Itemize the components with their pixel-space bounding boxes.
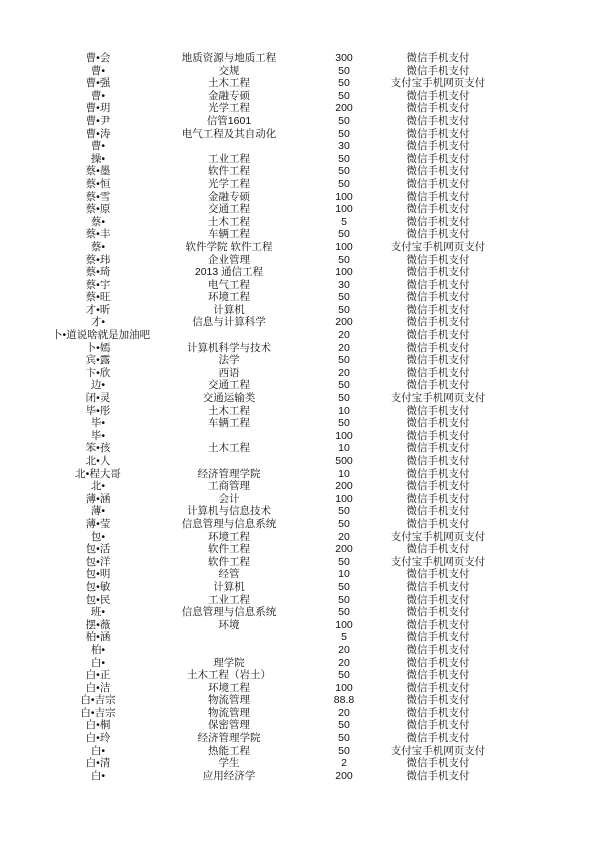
major-cell: 土木工程（岩土） xyxy=(187,669,271,682)
payment-method-cell: 微信手机支付 xyxy=(406,89,470,102)
amount-cell: 50 xyxy=(338,732,350,745)
payment-method-cell: 微信手机支付 xyxy=(406,52,470,64)
payment-method-cell: 微信手机支付 xyxy=(406,580,470,593)
table-row xyxy=(0,102,600,115)
table-row xyxy=(0,379,600,392)
payment-method-cell: 微信手机支付 xyxy=(406,102,470,115)
donor-name-cell: 曹•玥 xyxy=(85,102,111,115)
donor-name-cell: 蔡•恒 xyxy=(85,177,111,190)
table-row xyxy=(0,266,600,279)
amount-cell: 50 xyxy=(338,593,350,606)
amount-cell: 50 xyxy=(338,379,350,392)
major-cell: 应用经济学 xyxy=(202,769,256,782)
donor-name-cell: 白• xyxy=(90,656,106,669)
donor-name-cell: 蔡•墨 xyxy=(85,165,111,178)
payment-method-cell: 微信手机支付 xyxy=(406,694,470,707)
donor-name-cell: 柏• xyxy=(90,643,106,656)
major-cell: 经济管理学院 xyxy=(197,732,261,745)
payment-method-cell: 微信手机支付 xyxy=(406,467,470,480)
payment-method-cell: 微信手机支付 xyxy=(406,404,470,417)
major-cell: 交通运输类 xyxy=(202,392,256,405)
donor-name-cell: 白• xyxy=(90,769,106,782)
major-cell: 信息管理与信息系统 xyxy=(181,517,277,530)
payment-method-cell: 微信手机支付 xyxy=(406,177,470,190)
major-cell: 交通工程 xyxy=(208,203,250,216)
amount-cell: 200 xyxy=(335,316,353,329)
donor-name-cell: 白•洁 xyxy=(85,681,111,694)
major-cell: 信息管理与信息系统 xyxy=(181,606,277,619)
major-cell: 软件工程 xyxy=(208,543,250,556)
payment-method-cell: 微信手机支付 xyxy=(406,152,470,165)
payment-method-cell: 微信手机支付 xyxy=(406,517,470,530)
payment-method-cell: 微信手机支付 xyxy=(406,165,470,178)
amount-cell: 10 xyxy=(338,404,350,417)
table-row xyxy=(0,631,600,644)
payment-method-cell: 微信手机支付 xyxy=(406,341,470,354)
donor-name-cell: 曹• xyxy=(90,64,106,77)
donor-name-cell: 蔡•原 xyxy=(85,203,111,216)
amount-cell: 100 xyxy=(335,266,353,279)
donor-name-cell: 柏•涵 xyxy=(85,631,111,644)
amount-cell: 20 xyxy=(338,706,350,719)
donor-name-cell: 包•民 xyxy=(85,593,111,606)
donor-name-cell: 白•正 xyxy=(85,669,111,682)
payment-method-cell: 微信手机支付 xyxy=(406,480,470,493)
payment-method-cell: 微信手机支付 xyxy=(406,329,470,342)
payment-method-cell: 微信手机支付 xyxy=(406,114,470,127)
donor-name-cell: 白•桐 xyxy=(85,719,111,732)
donor-name-cell: 才• xyxy=(90,316,106,329)
amount-cell: 100 xyxy=(335,203,353,216)
major-cell: 土木工程 xyxy=(208,77,250,90)
major-cell: 计算机与信息技术 xyxy=(187,505,271,518)
amount-cell: 100 xyxy=(335,681,353,694)
major-cell: 土木工程 xyxy=(208,442,250,455)
table-row xyxy=(0,241,600,254)
major-cell: 车辆工程 xyxy=(208,228,250,241)
payment-method-cell: 微信手机支付 xyxy=(406,455,470,467)
table-row xyxy=(0,65,600,78)
major-cell: 会计 xyxy=(218,492,240,505)
amount-cell: 30 xyxy=(338,278,350,291)
table-row xyxy=(0,732,600,745)
amount-cell: 50 xyxy=(338,744,350,757)
amount-cell: 300 xyxy=(335,52,353,64)
amount-cell: 50 xyxy=(338,77,350,90)
donor-name-cell: 包•明 xyxy=(85,568,111,581)
table-row xyxy=(0,468,600,481)
table-row xyxy=(0,568,600,581)
payment-method-cell: 微信手机支付 xyxy=(406,429,470,442)
donor-name-cell: 蔡• xyxy=(90,215,106,228)
table-row xyxy=(0,682,600,695)
table-row xyxy=(0,707,600,720)
payment-method-cell: 微信手机支付 xyxy=(406,127,470,140)
amount-cell: 100 xyxy=(335,190,353,203)
major-cell: 土木工程 xyxy=(208,215,250,228)
amount-cell: 20 xyxy=(338,530,350,543)
major-cell: 工商管理 xyxy=(208,480,250,493)
payment-method-cell: 微信手机支付 xyxy=(406,543,470,556)
payment-method-cell: 微信手机支付 xyxy=(406,203,470,216)
table-row xyxy=(0,757,600,770)
amount-cell: 50 xyxy=(338,228,350,241)
payment-method-cell: 微信手机支付 xyxy=(406,643,470,656)
payment-method-cell: 微信手机支付 xyxy=(406,253,470,266)
major-cell: 法学 xyxy=(218,354,240,367)
payment-method-cell: 微信手机支付 xyxy=(406,719,470,732)
donor-name-cell: 曹•尹 xyxy=(85,114,111,127)
amount-cell: 20 xyxy=(338,366,350,379)
major-cell: 工业工程 xyxy=(208,593,250,606)
table-row xyxy=(0,77,600,90)
donor-name-cell: 白•吉宗 xyxy=(80,706,116,719)
payment-method-cell: 微信手机支付 xyxy=(406,492,470,505)
table-row xyxy=(0,52,600,65)
payment-method-cell: 支付宝手机网页支付 xyxy=(390,530,486,543)
major-cell: 计算机科学与技术 xyxy=(187,341,271,354)
amount-cell: 20 xyxy=(338,329,350,342)
payment-method-cell: 微信手机支付 xyxy=(406,190,470,203)
payment-method-cell: 微信手机支付 xyxy=(406,266,470,279)
table-row xyxy=(0,254,600,267)
table-row xyxy=(0,556,600,569)
donor-name-cell: 包• xyxy=(90,530,106,543)
donor-name-cell: 蔡•丰 xyxy=(85,228,111,241)
donor-name-cell: 蔡•旺 xyxy=(85,291,111,304)
major-cell: 信管1601 xyxy=(206,114,252,127)
donor-name-cell: 包•敏 xyxy=(85,580,111,593)
major-cell: 软件工程 xyxy=(208,555,250,568)
major-cell: 计算机 xyxy=(213,580,245,593)
table-row xyxy=(0,518,600,531)
table-row xyxy=(0,531,600,544)
major-cell: 经管 xyxy=(218,568,240,581)
amount-cell: 50 xyxy=(338,152,350,165)
table-row xyxy=(0,719,600,732)
payment-method-cell: 微信手机支付 xyxy=(406,228,470,241)
amount-cell: 100 xyxy=(335,492,353,505)
major-cell: 西语 xyxy=(218,366,240,379)
table-row xyxy=(0,417,600,430)
table-row xyxy=(0,291,600,304)
table-row xyxy=(0,405,600,418)
donor-name-cell: 薄•莹 xyxy=(85,517,111,530)
donor-name-cell: 蔡• xyxy=(90,240,106,253)
table-row xyxy=(0,203,600,216)
amount-cell: 50 xyxy=(338,177,350,190)
donor-name-cell: 宾•露 xyxy=(85,354,111,367)
major-cell: 环境工程 xyxy=(208,681,250,694)
table-row xyxy=(0,279,600,292)
donation-table xyxy=(0,52,600,782)
major-cell: 交规 xyxy=(218,64,240,77)
amount-cell: 200 xyxy=(335,480,353,493)
major-cell: 土木工程 xyxy=(208,404,250,417)
payment-method-cell: 支付宝手机网页支付 xyxy=(390,392,486,405)
table-row xyxy=(0,316,600,329)
amount-cell: 50 xyxy=(338,354,350,367)
major-cell: 软件工程 xyxy=(208,165,250,178)
amount-cell: 100 xyxy=(335,618,353,631)
donor-name-cell: 包•活 xyxy=(85,543,111,556)
amount-cell: 50 xyxy=(338,606,350,619)
major-cell: 交通工程 xyxy=(208,379,250,392)
major-cell: 经济管理学院 xyxy=(197,467,261,480)
amount-cell: 500 xyxy=(335,455,353,467)
donor-name-cell: 北•程大哥 xyxy=(75,467,121,480)
amount-cell: 50 xyxy=(338,505,350,518)
donor-name-cell: 曹• xyxy=(90,89,106,102)
payment-method-cell: 微信手机支付 xyxy=(406,593,470,606)
amount-cell: 50 xyxy=(338,555,350,568)
table-row xyxy=(0,367,600,380)
donor-name-cell: 白•吉宗 xyxy=(80,694,116,707)
payment-method-cell: 微信手机支付 xyxy=(406,140,470,153)
major-cell: 物流管理 xyxy=(208,694,250,707)
payment-method-cell: 微信手机支付 xyxy=(406,417,470,430)
table-row xyxy=(0,216,600,229)
donor-name-cell: 薄• xyxy=(90,505,106,518)
amount-cell: 200 xyxy=(335,769,353,782)
amount-cell: 50 xyxy=(338,392,350,405)
donor-name-cell: 卞•欣 xyxy=(85,366,111,379)
major-cell: 地质资源与地质工程 xyxy=(181,52,277,64)
table-row xyxy=(0,165,600,178)
table-row xyxy=(0,329,600,342)
donor-name-cell: 蔡•琦 xyxy=(85,266,111,279)
amount-cell: 30 xyxy=(338,140,350,153)
table-row xyxy=(0,191,600,204)
amount-cell: 50 xyxy=(338,253,350,266)
table-row xyxy=(0,581,600,594)
table-row xyxy=(0,770,600,783)
table-row xyxy=(0,619,600,632)
donor-name-cell: 操• xyxy=(90,152,106,165)
table-row xyxy=(0,694,600,707)
table-row xyxy=(0,178,600,191)
payment-method-cell: 微信手机支付 xyxy=(406,366,470,379)
table-row xyxy=(0,354,600,367)
donor-name-cell: 蔡•雪 xyxy=(85,190,111,203)
table-row xyxy=(0,455,600,468)
amount-cell: 50 xyxy=(338,114,350,127)
table-row xyxy=(0,644,600,657)
amount-cell: 50 xyxy=(338,669,350,682)
amount-cell: 50 xyxy=(338,580,350,593)
amount-cell: 10 xyxy=(338,442,350,455)
amount-cell: 5 xyxy=(341,215,347,228)
payment-method-cell: 微信手机支付 xyxy=(406,631,470,644)
table-row xyxy=(0,304,600,317)
payment-method-cell: 微信手机支付 xyxy=(406,732,470,745)
major-cell: 保密管理 xyxy=(208,719,250,732)
table-row xyxy=(0,115,600,128)
amount-cell: 50 xyxy=(338,303,350,316)
payment-method-cell: 微信手机支付 xyxy=(406,64,470,77)
payment-method-cell: 微信手机支付 xyxy=(406,656,470,669)
amount-cell: 20 xyxy=(338,341,350,354)
donor-name-cell: 北• xyxy=(90,480,106,493)
table-row xyxy=(0,669,600,682)
donor-name-cell: 曹•涛 xyxy=(85,127,111,140)
table-row xyxy=(0,594,600,607)
major-cell: 车辆工程 xyxy=(208,417,250,430)
amount-cell: 50 xyxy=(338,64,350,77)
amount-cell: 100 xyxy=(335,240,353,253)
donor-name-cell: 毕• xyxy=(90,429,106,442)
table-row xyxy=(0,442,600,455)
payment-method-cell: 支付宝手机网页支付 xyxy=(390,744,486,757)
major-cell: 计算机 xyxy=(213,303,245,316)
major-cell: 软件学院 软件工程 xyxy=(185,240,273,253)
amount-cell: 2 xyxy=(341,757,347,770)
donor-name-cell: 白•玲 xyxy=(85,732,111,745)
major-cell: 企业管理 xyxy=(208,253,250,266)
table-row xyxy=(0,342,600,355)
payment-method-cell: 微信手机支付 xyxy=(406,354,470,367)
payment-method-cell: 微信手机支付 xyxy=(406,505,470,518)
donor-name-cell: 毕• xyxy=(90,417,106,430)
table-row xyxy=(0,480,600,493)
major-cell: 环境工程 xyxy=(208,291,250,304)
major-cell: 金融专硕 xyxy=(208,89,250,102)
donor-name-cell: 曹•强 xyxy=(85,77,111,90)
payment-method-cell: 微信手机支付 xyxy=(406,769,470,782)
table-row xyxy=(0,493,600,506)
major-cell: 工业工程 xyxy=(208,152,250,165)
payment-method-cell: 微信手机支付 xyxy=(406,681,470,694)
table-row xyxy=(0,128,600,141)
payment-method-cell: 微信手机支付 xyxy=(406,669,470,682)
major-cell: 光学工程 xyxy=(208,102,250,115)
donor-name-cell: 边• xyxy=(90,379,106,392)
major-cell: 光学工程 xyxy=(208,177,250,190)
payment-method-cell: 微信手机支付 xyxy=(406,606,470,619)
donor-name-cell: 包•洋 xyxy=(85,555,111,568)
table-row xyxy=(0,153,600,166)
major-cell: 环境 xyxy=(218,618,240,631)
major-cell: 电气工程及其自动化 xyxy=(181,127,277,140)
major-cell: 2013 通信工程 xyxy=(194,266,264,279)
payment-method-cell: 微信手机支付 xyxy=(406,568,470,581)
major-cell: 金融专硕 xyxy=(208,190,250,203)
amount-cell: 200 xyxy=(335,543,353,556)
donor-name-cell: 毕•彤 xyxy=(85,404,111,417)
amount-cell: 20 xyxy=(338,656,350,669)
amount-cell: 10 xyxy=(338,467,350,480)
donor-name-cell: 卜•嫣 xyxy=(85,341,111,354)
table-row xyxy=(0,392,600,405)
donor-name-cell: 摆•薇 xyxy=(85,618,111,631)
payment-method-cell: 微信手机支付 xyxy=(406,215,470,228)
major-cell: 理学院 xyxy=(213,656,245,669)
donor-name-cell: 曹•会 xyxy=(85,52,111,64)
table-row xyxy=(0,430,600,443)
amount-cell: 50 xyxy=(338,89,350,102)
major-cell: 热能工程 xyxy=(208,744,250,757)
amount-cell: 50 xyxy=(338,291,350,304)
donor-name-cell: 卜•道说啥就是加油吧 xyxy=(52,329,151,342)
table-row xyxy=(0,228,600,241)
payment-method-cell: 微信手机支付 xyxy=(406,291,470,304)
table-row xyxy=(0,606,600,619)
payment-method-cell: 微信手机支付 xyxy=(406,618,470,631)
donor-name-cell: 闭•灵 xyxy=(85,392,111,405)
donor-name-cell: 才•昕 xyxy=(85,303,111,316)
major-cell: 环境工程 xyxy=(208,530,250,543)
payment-method-cell: 微信手机支付 xyxy=(406,316,470,329)
amount-cell: 5 xyxy=(341,631,347,644)
amount-cell: 50 xyxy=(338,417,350,430)
payment-method-cell: 支付宝手机网页支付 xyxy=(390,77,486,90)
amount-cell: 88.8 xyxy=(333,694,355,707)
amount-cell: 200 xyxy=(335,102,353,115)
major-cell: 信息与计算科学 xyxy=(192,316,266,329)
donor-name-cell: 曹• xyxy=(90,140,106,153)
payment-method-cell: 微信手机支付 xyxy=(406,278,470,291)
amount-cell: 50 xyxy=(338,127,350,140)
donor-name-cell: 北•人 xyxy=(85,455,111,467)
amount-cell: 50 xyxy=(338,719,350,732)
payment-method-cell: 微信手机支付 xyxy=(406,706,470,719)
table-row xyxy=(0,140,600,153)
donor-name-cell: 蔡•宇 xyxy=(85,278,111,291)
payment-method-cell: 微信手机支付 xyxy=(406,757,470,770)
donor-name-cell: 班• xyxy=(90,606,106,619)
payment-method-cell: 支付宝手机网页支付 xyxy=(390,240,486,253)
major-cell: 物流管理 xyxy=(208,706,250,719)
donor-name-cell: 薄•涵 xyxy=(85,492,111,505)
donor-name-cell: 蔡•玮 xyxy=(85,253,111,266)
donor-name-cell: 白• xyxy=(90,744,106,757)
amount-cell: 50 xyxy=(338,165,350,178)
table-row xyxy=(0,543,600,556)
payment-method-cell: 支付宝手机网页支付 xyxy=(390,555,486,568)
major-cell: 学生 xyxy=(218,757,240,770)
table-row xyxy=(0,745,600,758)
amount-cell: 100 xyxy=(335,429,353,442)
amount-cell: 20 xyxy=(338,643,350,656)
table-row xyxy=(0,657,600,670)
payment-method-cell: 微信手机支付 xyxy=(406,442,470,455)
amount-cell: 50 xyxy=(338,517,350,530)
amount-cell: 10 xyxy=(338,568,350,581)
payment-method-cell: 微信手机支付 xyxy=(406,303,470,316)
table-row xyxy=(0,505,600,518)
donor-name-cell: 笨•孩 xyxy=(85,442,111,455)
donor-name-cell: 白•清 xyxy=(85,757,111,770)
payment-method-cell: 微信手机支付 xyxy=(406,379,470,392)
major-cell: 电气工程 xyxy=(208,278,250,291)
table-row xyxy=(0,90,600,103)
